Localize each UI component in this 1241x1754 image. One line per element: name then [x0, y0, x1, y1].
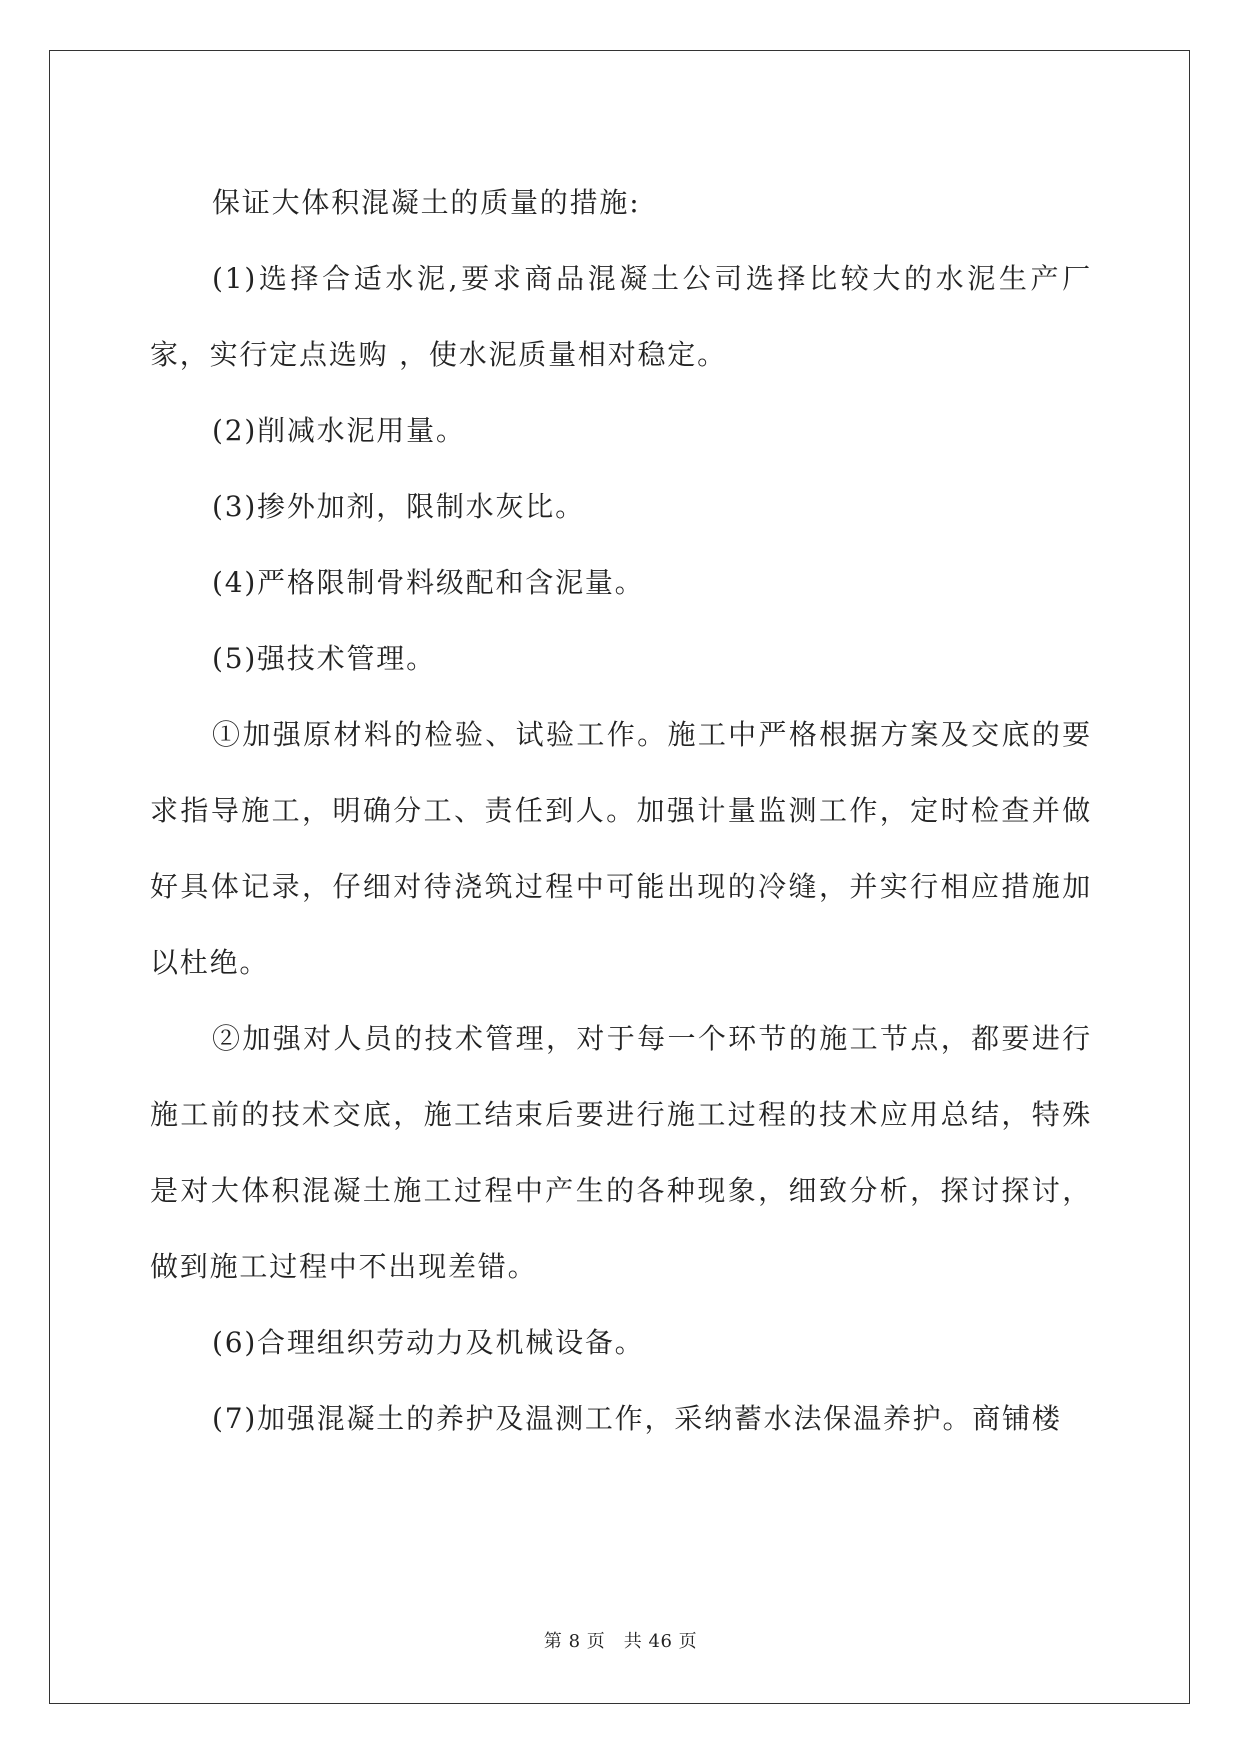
page-number-label: 第 8 页 共 46 页: [543, 1631, 698, 1652]
paragraph-item-6: (6)合理组织劳动力及机械设备。: [212, 1326, 645, 1359]
paragraph-item-2: (2)削减水泥用量。: [212, 414, 466, 447]
page-footer: [0, 1627, 1241, 1653]
paragraph-heading: 保证大体积混凝土的质量的措施:: [212, 186, 641, 219]
paragraph-item-3: (3)掺外加剂，限制水灰比。: [212, 490, 585, 523]
paragraph-item-1: (1)选择合适水泥,要求商品混凝土公司选择比较大的水泥生产厂家，实行定点选购 ，使水泥质量相对稳定。: [150, 262, 1092, 371]
paragraph-item-4: (4)严格限制骨料级配和含泥量。: [212, 566, 645, 599]
document-body: [150, 165, 1092, 1457]
paragraph-item-5: (5)强技术管理。: [212, 642, 436, 675]
paragraph-subitem-2: ②加强对人员的技术管理，对于每一个环节的施工节点，都要进行施工前的技术交底，施工结束后要进行施工过程的技术应用总结，特殊是对大体积混凝土施工过程中产生的各种现象，细致分析，探讨探讨，做到施工过程中不出现差错。: [150, 1022, 1092, 1283]
paragraph-item-7: (7)加强混凝土的养护及温测工作，采纳蓄水法保温养护。商铺楼: [212, 1402, 1062, 1435]
paragraph-subitem-1: ①加强原材料的检验、试验工作。施工中严格根据方案及交底的要求指导施工，明确分工、责任到人。加强计量监测工作，定时检查并做好具体记录，仔细对待浇筑过程中可能出现的冷缝，并实行相应措施加以杜绝。: [150, 718, 1092, 979]
